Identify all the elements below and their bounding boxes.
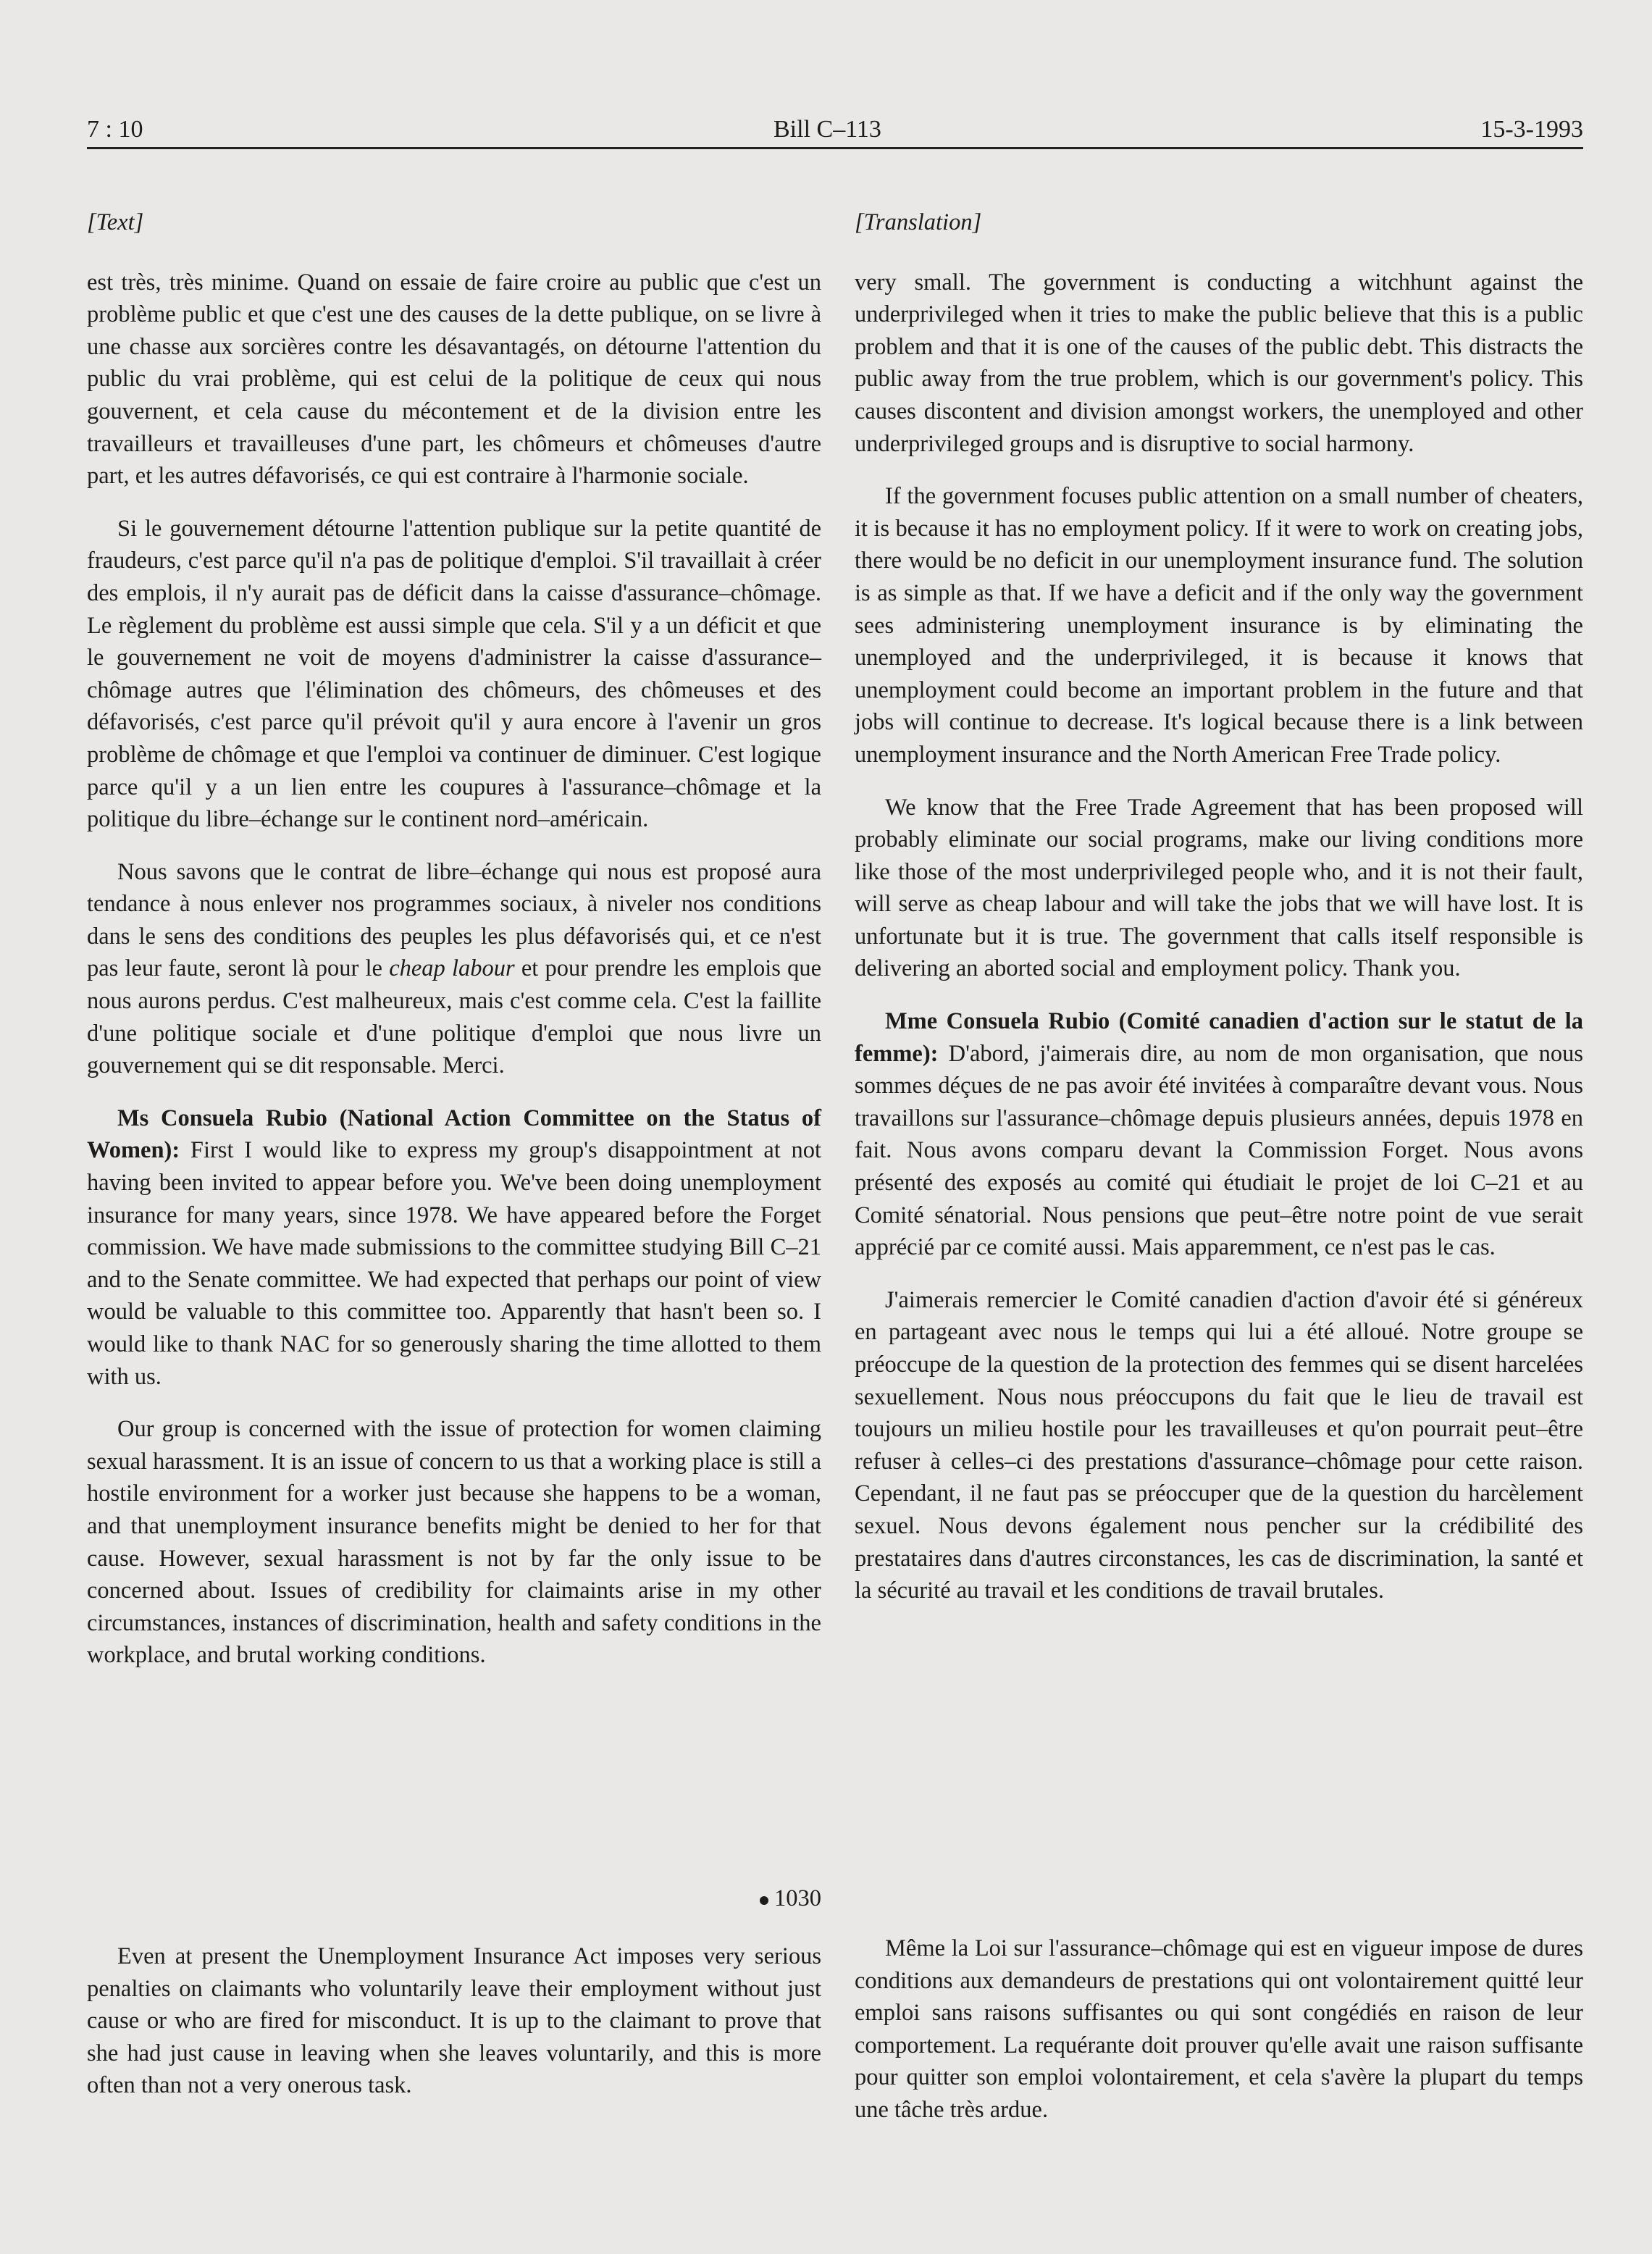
bill-title: Bill C–113	[773, 116, 881, 143]
paragraph: Même la Loi sur l'assurance–chômage qui est en vigueur impose de dures conditions aux demandeurs de prestations qui ont volontairement quitté leur emploi sans raisons suffisantes ou qui sont congédiés en raison de leur comportement. La requérante doit prouver qu'elle avait une raison suffisante pour quitter son emploi volontairement, et cela s'avère la plupart du temps une tâche très ardue.	[855, 1935, 1583, 2123]
bullet-icon	[760, 1896, 768, 1905]
paragraph: We know that the Free Trade Agreement that has been proposed will probably eliminate our social programs, make our living conditions more like those of the most underprivileged people who, and it is not their fault, will serve as cheap labour and will take the jobs that we will have lost. It is unfortunate but it is true. The government that calls itself responsible is delivering an aborted social and employment policy. Thank you.	[855, 794, 1583, 982]
page-header	[87, 107, 1583, 151]
paragraph: J'aimerais remercier le Comité canadien d'action d'avoir été si généreux en partageant avec nous le temps qui lui a été alloué. Notre groupe se préoccupe de la question de la protection des femmes qui se disent harcelées sexuellement. Nous nous préoccupons du fait que le lieu de travail est toujours un milieu hostile pour les travailleuses et qu'on pourrait peut–être refuser à celles–ci des prestations d'assurance–chômage pour cette raison. Cependant, il ne faut pas se préoccuper que de la question du harcèlement sexuel. Nous devons également nous pencher sur la crédibilité des prestataires dans d'autres circonstances, les cas de discrimination, la santé et la sécurité au travail et les conditions de travail brutales.	[855, 1286, 1583, 1604]
text-label: [Text]	[87, 209, 144, 235]
page-number: 7 : 10	[87, 116, 143, 143]
paragraph: Our group is concerned with the issue of protection for women claiming sexual harassment. It is an issue of concern to us that a working place is still a hostile environment for a worker just because she happens to be a woman, and that unemployment insurance benefits might be denied to her for that cause. However, sexual harassment is not by far the only issue to be concerned about. Issues of credibility for claimaints arise in my other circumstances, instances of discrimination, health and safety conditions in the workplace, and brutal working conditions.	[87, 1416, 821, 1669]
paragraph-text: et pour prendre les emplois que nous aurons perdus. C'est malheureux, mais c'est comme cela. C'est la faillite d'une politique sociale et d'une politique d'emploi que nous livre un gouvernement qui se dit responsable. Merci.	[87, 955, 822, 1079]
speaker-name: Ms Consuela Rubio (National Action Committee on the Status of Women):	[87, 1105, 821, 1164]
italic-phrase: cheap labour	[389, 955, 515, 982]
header-rule	[87, 147, 1583, 149]
paragraph: very small. The government is conducting a witchhunt against the underprivileged when it tries to make the public believe that this is a public problem and that it is one of the causes of the public debt. This distracts the public away from the true problem, which is our government's policy. This causes discontent and division amongst workers, the unemployed and other underprivileged groups and is disruptive to social harmony.	[855, 269, 1583, 457]
speaker-name: Mme Consuela Rubio (Comité canadien d'action sur le statut de la femme):	[855, 1008, 1583, 1067]
right-column-continued	[855, 1932, 1583, 2127]
left-column-french	[87, 206, 821, 1672]
paragraph-text: Nous savons que le contrat de libre–échange qui nous est proposé aura tendance à nous enlever nos programmes sociaux, à niveler nos conditions dans le sens des conditions des peuples les plus défavorisés qui, et ce n'est pas leur faute, seront là pour le	[87, 858, 821, 982]
paragraph: est très, très minime. Quand on essaie de faire croire au public que c'est un problème public et que c'est une des causes de la dette publique, on se livre à une chasse aux sorcières contre les désavantagés, on détourne l'attention du public du vrai problème, qui est celui de la politique de ceux qui nous gouvernent, et cela cause du mécontement et de la division entre les travailleurs et travailleuses d'une part, les chômeurs et chômeuses d'autre part, et les autres défavorisés, ce qui est contraire à l'harmonie sociale.	[87, 269, 821, 490]
time-marker	[87, 1885, 821, 1912]
speaker-paragraph	[87, 1102, 821, 1393]
paragraph: Even at present the Unemployment Insurance Act imposes very serious penalties on claimants who voluntarily leave their employment without just cause or who are fired for misconduct. It is up to the claimant to prove that she had just cause in leaving when she leaves voluntarily, and this is more often than not a very onerous task.	[87, 1943, 821, 2099]
right-column-english	[855, 206, 1583, 1607]
paragraph	[87, 856, 821, 1082]
speaker-paragraph	[855, 1005, 1583, 1264]
speaker-statement: First I would like to express my group's disappointment at not having been invited to appear before you. We've been doing unemployment insurance for many years, since 1978. We have appeared before the Forget commission. We have made submissions to the committee studying Bill C–21 and to the Senate committee. We had expected that perhaps our point of view would be valuable to this committee too. Apparently that hasn't been so. I would like to thank NAC for so generously sharing the time allotted to them with us.	[87, 1137, 822, 1390]
paragraph: If the government focuses public attention on a small number of cheaters, it is because it has no employment policy. If it were to work on creating jobs, there would be no deficit in our unemployment insurance fund. The solution is as simple as that. If we have a deficit and if the only way the government sees administering unemployment insurance is by eliminating the unemployed and the underprivileged, it is because it knows that unemployment could become an important problem in the future and that jobs will continue to decrease. It's logical because there is a link between unemployment insurance and the North American Free Trade policy.	[855, 483, 1583, 768]
left-column-continued	[87, 1940, 821, 2102]
paragraph: Si le gouvernement détourne l'attention publique sur la petite quantité de fraudeurs, c'est parce qu'il n'a pas de politique d'emploi. S'il travaillait à créer des emplois, il n'y aurait pas de déficit dans la caisse d'assurance–chômage. Le règlement du problème est aussi simple que cela. S'il y a un déficit et que le gouvernement ne voit de moyens d'administrer la caisse d'assurance–chômage autres que l'élimination des chômeurs, des chômeuses et des défavorisés, c'est parce qu'il prévoit qu'il y aura encore à l'avenir un gros problème de chômage et que l'emploi va continuer de diminuer. C'est logique parce qu'il y a un lien entre les coupures à l'assurance–chômage et la politique du libre–échange sur le continent nord–américain.	[87, 515, 821, 833]
time-marker-value: 1030	[774, 1885, 821, 1911]
speaker-statement: D'abord, j'aimerais dire, au nom de mon organisation, que nous sommes déçues de ne pas avoir été invitées à comparaître devant vous. Nous travaillons sur l'assurance–chômage depuis plusieurs années, depuis 1978 en fait. Nous avons comparu devant la Commission Forget. Nous avons présenté des exposés au comité qui étudiait le projet de loi C–21 et au Comité sénatorial. Nous pensions que peut–être notre point de vue serait apprécié par ce comité aussi. Mais apparemment, ce n'est pas le cas.	[855, 1040, 1583, 1261]
page-date: 15-3-1993	[1480, 116, 1583, 143]
translation-label: [Translation]	[855, 209, 982, 235]
